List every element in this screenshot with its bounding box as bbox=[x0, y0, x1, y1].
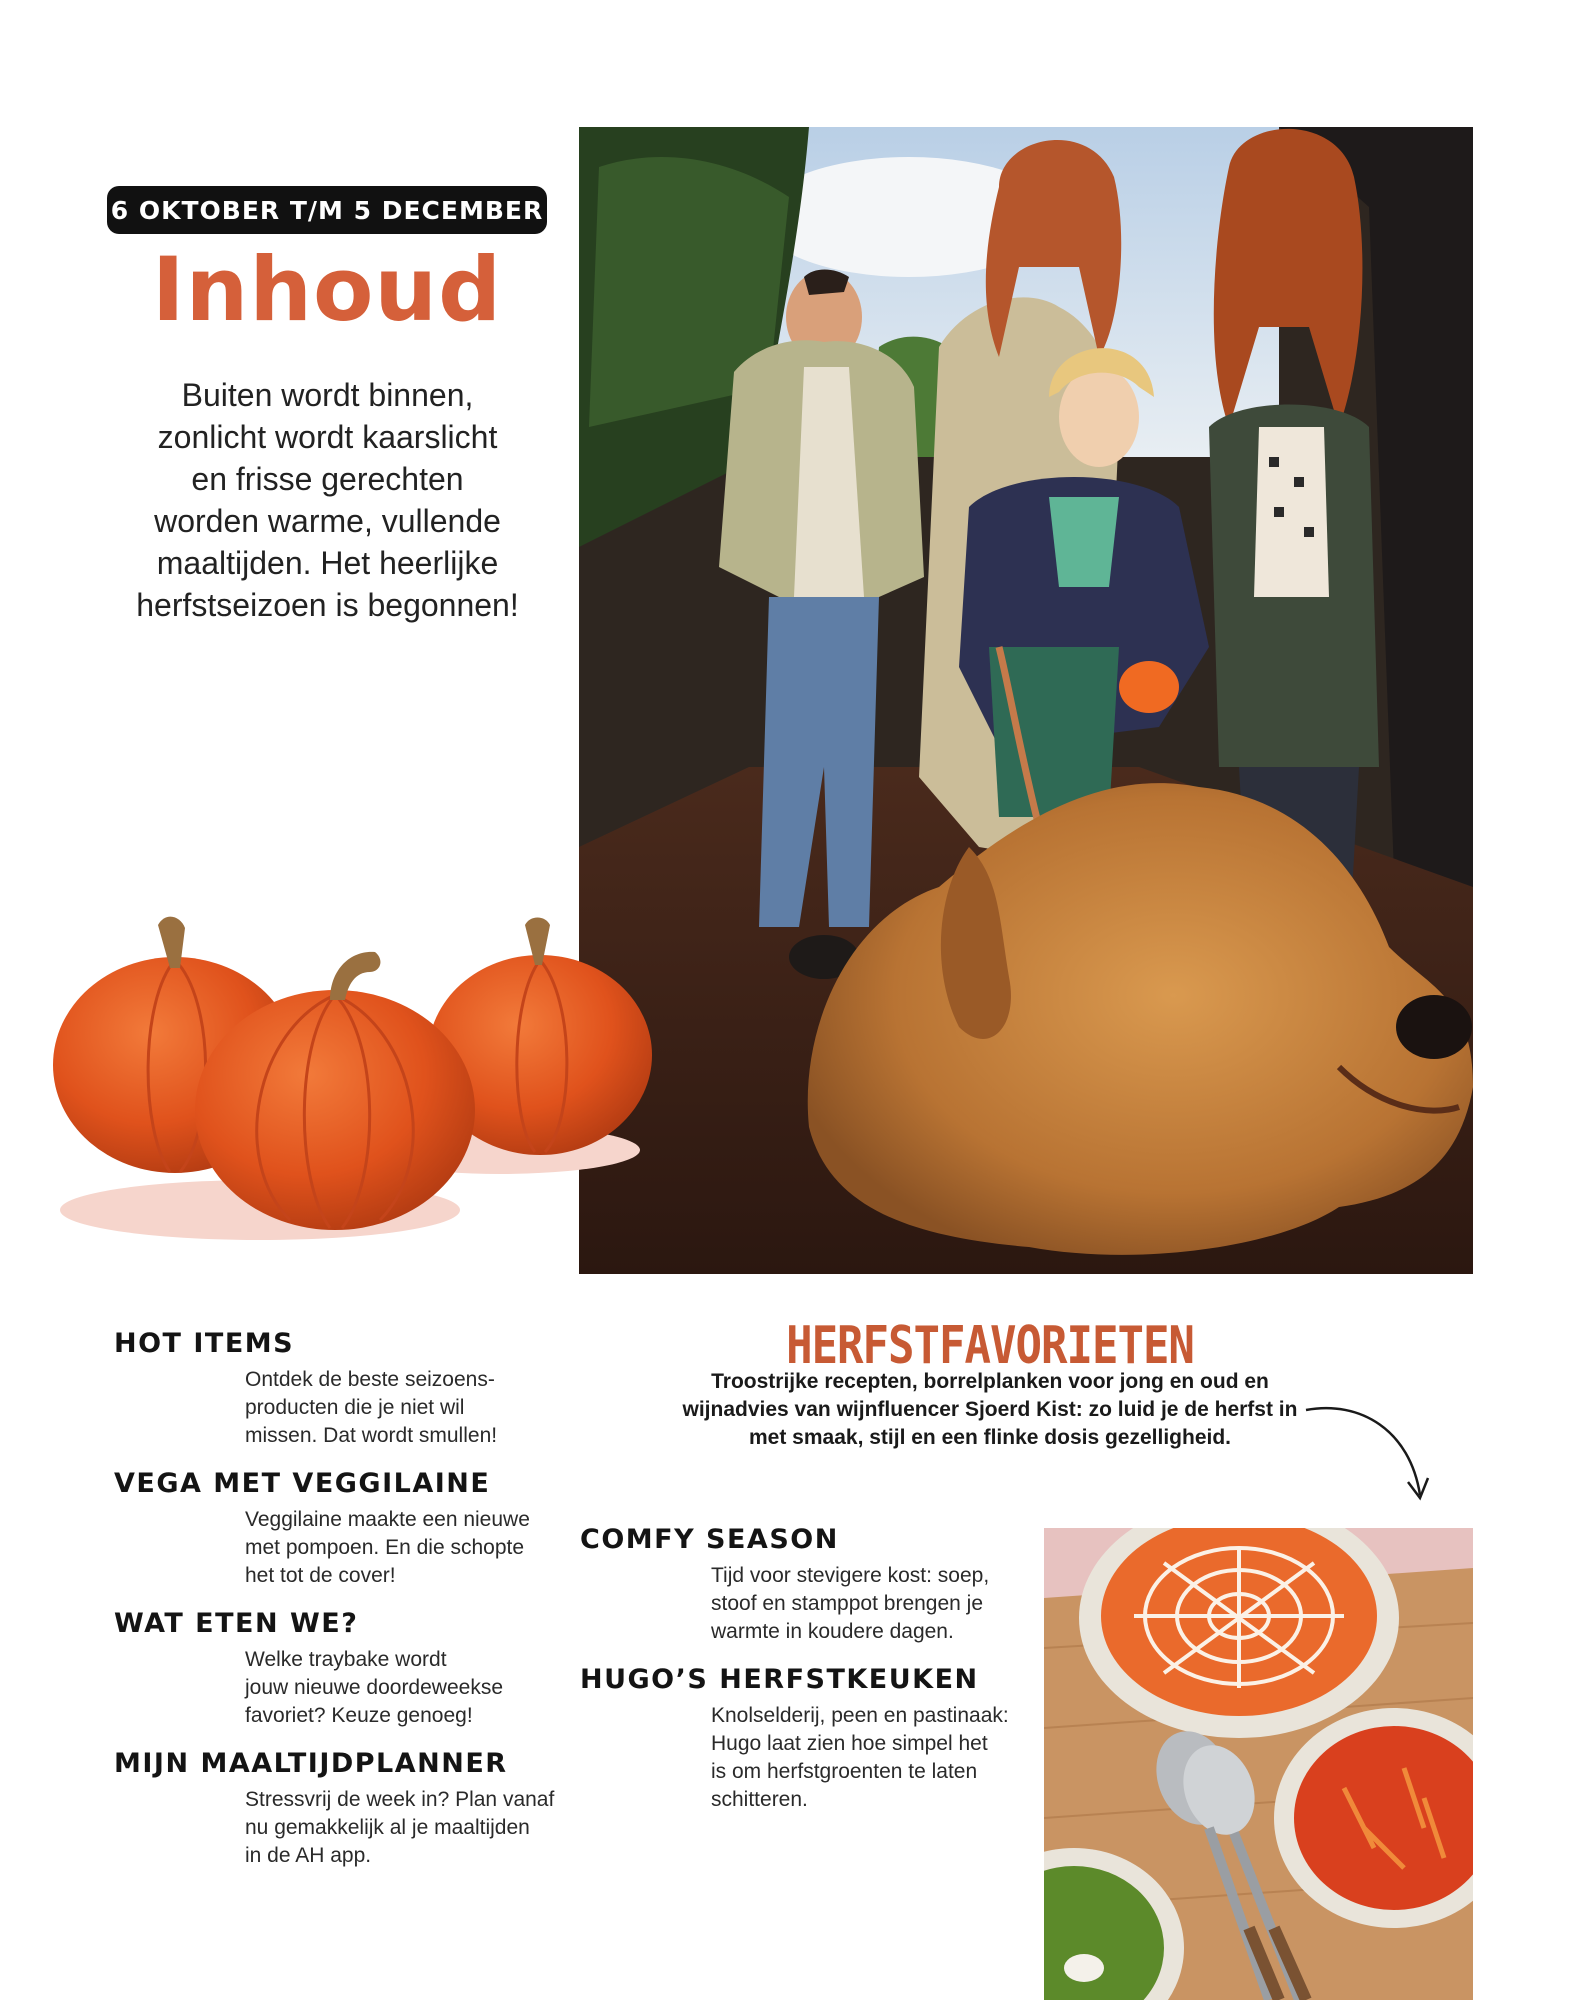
toc-line: Knolselderij, peen en pastinaak: bbox=[711, 1704, 1009, 1727]
toc-line: jouw nieuwe doordeweekse bbox=[245, 1676, 503, 1699]
feature-line: Troostrijke recepten, borrelplanken voor jong en oud en bbox=[711, 1370, 1269, 1393]
toc-line: het tot de cover! bbox=[245, 1564, 396, 1587]
pumpkins-photo bbox=[30, 800, 660, 1270]
toc-line: Welke traybake wordt bbox=[245, 1648, 447, 1671]
toc-line: favoriet? Keuze genoeg! bbox=[245, 1704, 473, 1727]
date-range-badge bbox=[107, 186, 547, 234]
toc-line: met pompoen. En die schopte bbox=[245, 1536, 525, 1559]
intro-line: maaltijden. Het heerlijke bbox=[156, 545, 499, 581]
toc-line: is om herfstgroenten te laten bbox=[711, 1760, 978, 1783]
toc-line: Hugo laat zien hoe simpel het bbox=[711, 1732, 988, 1755]
toc-description bbox=[711, 1562, 989, 1646]
toc-heading: COMFY SEASON bbox=[580, 1524, 839, 1555]
intro-line: en frisse gerechten bbox=[191, 461, 464, 497]
toc-line: Veggilaine maakte een nieuwe bbox=[245, 1508, 530, 1531]
toc-line: missen. Dat wordt smullen! bbox=[245, 1424, 498, 1447]
feature-line: wijnadvies van wijnfluencer Sjoerd Kist: zo luid je de herfst in bbox=[682, 1398, 1298, 1421]
toc-description bbox=[245, 1786, 554, 1870]
intro-line: zonlicht wordt kaarslicht bbox=[157, 419, 498, 455]
toc-line: Ontdek de beste seizoens- bbox=[245, 1368, 495, 1391]
feature-line: met smaak, stijl en een flinke dosis gezelligheid. bbox=[749, 1426, 1231, 1449]
intro-text bbox=[100, 374, 555, 626]
toc-line: producten die je niet wil bbox=[245, 1396, 465, 1419]
toc-line: nu gemakkelijk al je maaltijden bbox=[245, 1816, 530, 1839]
toc-description bbox=[245, 1366, 497, 1450]
feature-heading: HERFSTFAVORIETEN bbox=[786, 1316, 1194, 1377]
curved-arrow-icon bbox=[1300, 1390, 1430, 1510]
toc-line: Tijd voor stevigere kost: soep, bbox=[711, 1564, 990, 1587]
toc-heading: MIJN MAALTIJDPLANNER bbox=[114, 1748, 508, 1779]
intro-line: Buiten wordt binnen, bbox=[181, 377, 474, 413]
toc-line: warmte in koudere dagen. bbox=[711, 1620, 954, 1643]
toc-description bbox=[245, 1646, 503, 1730]
intro-line: worden warme, vullende bbox=[154, 503, 501, 539]
toc-line: Stressvrij de week in? Plan vanaf bbox=[245, 1788, 555, 1811]
family-walking-dog-photo bbox=[579, 127, 1473, 1274]
soup-bowls-photo bbox=[1044, 1528, 1473, 2000]
toc-line: stoof en stamppot brengen je bbox=[711, 1592, 984, 1615]
toc-description bbox=[711, 1702, 1009, 1814]
toc-heading: WAT ETEN WE? bbox=[114, 1608, 359, 1639]
page-title: Inhoud bbox=[151, 238, 503, 341]
toc-heading: HOT ITEMS bbox=[114, 1328, 295, 1359]
feature-description bbox=[660, 1368, 1320, 1452]
toc-heading: HUGO’S HERFSTKEUKEN bbox=[580, 1664, 979, 1695]
toc-line: schitteren. bbox=[711, 1788, 808, 1811]
toc-line: in de AH app. bbox=[245, 1844, 372, 1867]
date-range-text: 6 OKTOBER T/M 5 DECEMBER bbox=[110, 195, 544, 225]
toc-description bbox=[245, 1506, 530, 1590]
toc-heading: VEGA MET VEGGILAINE bbox=[114, 1468, 491, 1499]
intro-line: herfstseizoen is begonnen! bbox=[136, 587, 519, 623]
